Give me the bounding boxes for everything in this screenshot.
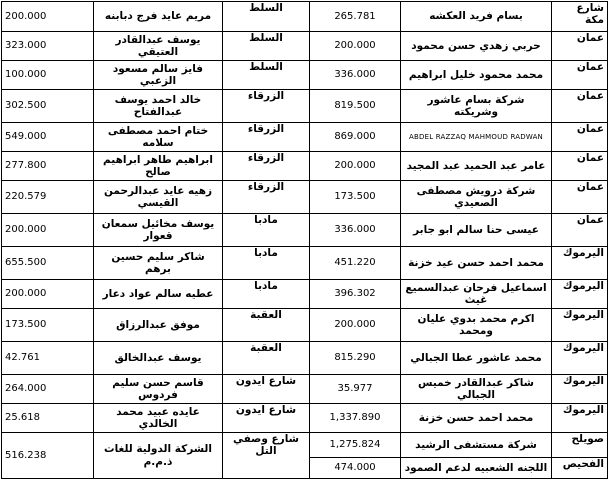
name-cell: يوسف مخائيل سمعان قعوار [94,214,223,247]
area-cell: اليرموك [552,309,608,342]
table-row [2,61,608,90]
name-cell: بسام فريد العكشه [401,2,552,32]
name-cell: شركة مستشفى الرشيد [401,433,552,458]
amount-cell: 1,275.824 [310,433,401,458]
amount-cell: 336.000 [310,214,401,247]
amount-cell: 655.500 [2,247,94,280]
name-cell: شاكر عبدالقادر خميس الجبالي [401,375,552,404]
location-cell: السلط [223,61,310,90]
amount-cell: 220.579 [2,181,94,214]
name-cell: عامر عبد الحميد عبد المجيد [401,152,552,181]
area-cell: عمان [552,123,608,152]
location-cell: السلط [223,2,310,32]
name-cell: ابراهيم طاهر ابراهيم صالح [94,152,223,181]
records-table-body [2,2,608,479]
name-cell: عيسى حنا سالم ابو جابر [401,214,552,247]
location-cell: الزرقاء [223,181,310,214]
name-cell: محمد احمد حسن خزنة [401,404,552,433]
amount-cell: 1,337.890 [310,404,401,433]
name-cell: خالد احمد يوسف عبدالفتاح [94,90,223,123]
amount-cell: 323.000 [2,32,94,61]
table-row [2,181,608,214]
amount-cell: 277.800 [2,152,94,181]
table-row [2,375,608,404]
amount-cell: 396.302 [310,280,401,309]
name-cell: ABDEL RAZZAQ MAHMOUD RADWAN [401,123,552,152]
amount-cell: 35.977 [310,375,401,404]
amount-cell: 265.781 [310,2,401,32]
amount-cell: 100.000 [2,61,94,90]
area-cell: عمان [552,90,608,123]
name-cell: شركة بسام عاشور وشريكته [401,90,552,123]
area-cell: اليرموك [552,404,608,433]
location-cell: الزرقاء [223,152,310,181]
area-cell: عمان [552,61,608,90]
table-row [2,214,608,247]
amount-cell: 336.000 [310,61,401,90]
table-row [2,32,608,61]
name-cell: مريم عايد فرج دبابنه [94,2,223,32]
name-cell: اللجنه الشعبيه لدعم الصمود [401,458,552,479]
area-cell: اليرموك [552,247,608,280]
records-table [1,1,608,479]
table-row [2,90,608,123]
name-cell: محمد محمود خليل ابراهيم [401,61,552,90]
location-cell: الزرقاء [223,123,310,152]
amount-cell: 173.500 [2,309,94,342]
name-cell: موفق عبدالرزاق [94,309,223,342]
area-cell: شارع مكة [552,2,608,32]
name-cell: عطيه سالم عواد دعار [94,280,223,309]
amount-cell: 200.000 [2,214,94,247]
table-row [2,123,608,152]
amount-cell: 200.000 [310,152,401,181]
table-row [2,2,608,32]
name-cell: شركة درويش مصطفى الصعيدي [401,181,552,214]
name-cell: زهيه عايد عبدالرحمن القيسي [94,181,223,214]
name-cell: اكرم محمد بدوي عليان ومحمد [401,309,552,342]
name-cell: ختام احمد مصطفى سلامه [94,123,223,152]
location-cell: شارع ايدون [223,404,310,433]
amount-cell: 200.000 [2,280,94,309]
table-row [2,404,608,433]
area-cell: الفحيص [552,458,608,479]
area-cell: عمان [552,32,608,61]
location-cell: مادبا [223,280,310,309]
area-cell: عمان [552,152,608,181]
amount-cell: 815.290 [310,342,401,375]
area-cell: اليرموك [552,342,608,375]
name-cell: قاسم حسن سليم فردوس [94,375,223,404]
name-cell: يوسف عبدالقادر العتيقي [94,32,223,61]
table-row [2,433,608,458]
amount-cell: 819.500 [310,90,401,123]
amount-cell: 516.238 [2,433,94,479]
location-cell: السلط [223,32,310,61]
location-cell: مادبا [223,214,310,247]
name-cell: محمد عاشور عطا الجبالي [401,342,552,375]
name-cell: يوسف عبدالخالق [94,342,223,375]
amount-cell: 25.618 [2,404,94,433]
amount-cell: 200.000 [310,32,401,61]
location-cell: شارع ايدون [223,375,310,404]
table-row [2,280,608,309]
area-cell: صويلح [552,433,608,458]
location-cell: الزرقاء [223,90,310,123]
table-row [2,342,608,375]
name-cell: حربي زهدي حسن محمود [401,32,552,61]
name-cell: الشركة الدولية للغات ذ.م.م [94,433,223,479]
area-cell: عمان [552,181,608,214]
name-cell: فايز سالم مسعود الزعبي [94,61,223,90]
name-cell: عايده عبيد محمد الخالدي [94,404,223,433]
table-row [2,247,608,280]
amount-cell: 302.500 [2,90,94,123]
name-cell: محمد احمد حسن عيد خزنة [401,247,552,280]
area-cell: عمان [552,214,608,247]
amount-cell: 549.000 [2,123,94,152]
name-cell: شاكر سليم حسين برهم [94,247,223,280]
amount-cell: 264.000 [2,375,94,404]
amount-cell: 173.500 [310,181,401,214]
amount-cell: 200.000 [310,309,401,342]
amount-cell: 42.761 [2,342,94,375]
location-cell: العقبة [223,309,310,342]
table-row [2,152,608,181]
location-cell: العقبة [223,342,310,375]
amount-cell: 200.000 [2,2,94,32]
table-row [2,309,608,342]
amount-cell: 451.220 [310,247,401,280]
area-cell: اليرموك [552,280,608,309]
location-cell: مادبا [223,247,310,280]
amount-cell: 869.000 [310,123,401,152]
area-cell: اليرموك [552,375,608,404]
amount-cell: 474.000 [310,458,401,479]
name-cell: اسماعيل فرحان عبدالسميع غيث [401,280,552,309]
location-cell: شارع وصفي التل [223,433,310,479]
